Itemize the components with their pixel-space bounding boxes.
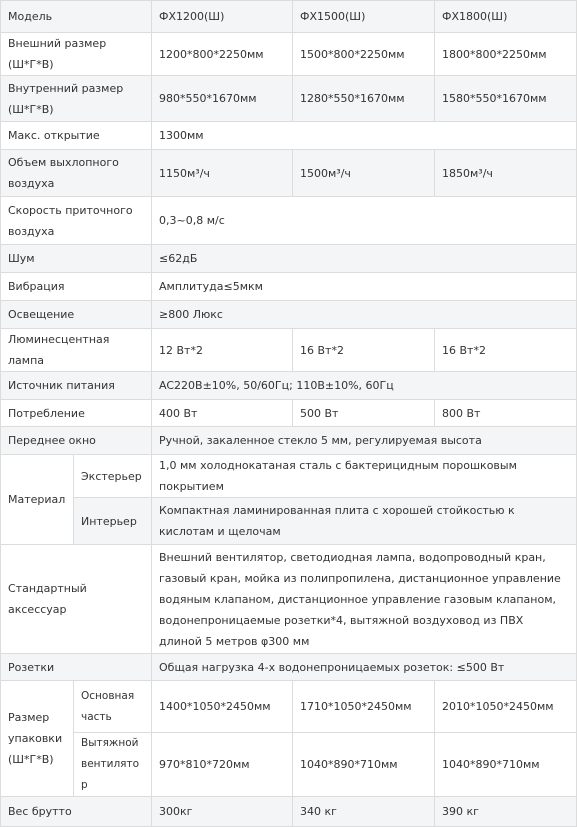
row-label-gross-weight: Вес брутто	[1, 797, 152, 827]
table-row	[1, 1, 577, 33]
row-label-outer-size: Внешний размер (Ш*Г*В)	[1, 33, 152, 76]
sockets-value: Общая нагрузка 4-х водонепроницаемых розеток: ≤500 Вт	[152, 654, 577, 681]
power-source-value: AC220В±10%, 50/60Гц; 110В±10%, 60Гц	[152, 372, 577, 400]
table-row	[1, 455, 577, 498]
outer-size-3: 1800*800*2250мм	[435, 33, 577, 76]
gross-weight-2: 340 кг	[293, 797, 435, 827]
row-label-inner-size: Внутренний размер (Ш*Г*В)	[1, 76, 152, 122]
consumption-3: 800 Вт	[435, 400, 577, 427]
gross-weight-1: 300кг	[152, 797, 293, 827]
table-row	[1, 122, 577, 150]
inflow-speed-value: 0,3~0,8 м/с	[152, 197, 577, 245]
material-interior-value: Компактная ламинированная плита с хорошей стойкостью к кислотам и щелочам	[152, 498, 577, 545]
table-row	[1, 273, 577, 301]
table-row	[1, 681, 577, 733]
table-row	[1, 33, 577, 76]
exhaust-volume-3: 1850м³/ч	[435, 150, 577, 197]
table-row	[1, 372, 577, 400]
front-window-value: Ручной, закаленное стекло 5 мм, регулируемая высота	[152, 427, 577, 455]
outer-size-2: 1500*800*2250мм	[293, 33, 435, 76]
material-exterior-value: 1,0 мм холоднокатаная сталь с бактерицидным порошковым покрытием	[152, 455, 577, 498]
inner-size-2: 1280*550*1670мм	[293, 76, 435, 122]
row-label-packing-size: Размер упаковки (Ш*Г*В)	[1, 681, 74, 797]
row-label-lighting: Освещение	[1, 301, 152, 329]
row-label-max-opening: Макс. открытие	[1, 122, 152, 150]
gross-weight-3: 390 кг	[435, 797, 577, 827]
table-row	[1, 301, 577, 329]
table-row	[1, 733, 577, 797]
row-label-inflow-speed: Скорость приточного воздуха	[1, 197, 152, 245]
noise-value: ≤62дБ	[152, 245, 577, 273]
row-label-exhaust-volume: Объем выхлопного воздуха	[1, 150, 152, 197]
outer-size-1: 1200*800*2250мм	[152, 33, 293, 76]
row-label-model: Модель	[1, 1, 152, 33]
row-label-material: Материал	[1, 455, 74, 545]
table-row	[1, 245, 577, 273]
table-row	[1, 545, 577, 654]
accessories-value: Внешний вентилятор, светодиодная лампа, водопроводный кран, газовый кран, мойка из полипропилена, дистанционное управление водяным клапаном, дистанционное управление газовым клапаном, водонепроницаемые розетки*4, вытяжной воздуховод из ПВХ длиной 5 метров φ300 мм	[152, 545, 577, 654]
row-label-front-window: Переднее окно	[1, 427, 152, 455]
table-row	[1, 400, 577, 427]
row-label-vibration: Вибрация	[1, 273, 152, 301]
table-row	[1, 76, 577, 122]
row-label-sockets: Розетки	[1, 654, 152, 681]
packing-fan-3: 1040*890*710мм	[435, 733, 577, 797]
table-row	[1, 797, 577, 827]
packing-fan-label: Вытяжной вентилятор	[74, 733, 152, 797]
vibration-value: Амплитуда≤5мкм	[152, 273, 577, 301]
model-2: ФХ1500(Ш)	[293, 1, 435, 33]
packing-fan-2: 1040*890*710мм	[293, 733, 435, 797]
model-1: ФХ1200(Ш)	[152, 1, 293, 33]
material-interior-label: Интерьер	[74, 498, 152, 545]
table-row	[1, 427, 577, 455]
material-exterior-label: Экстерьер	[74, 455, 152, 498]
row-label-noise: Шум	[1, 245, 152, 273]
max-opening-value: 1300мм	[152, 122, 577, 150]
row-label-lamp: Люминесцентная лампа	[1, 329, 152, 372]
table-row	[1, 654, 577, 681]
row-label-consumption: Потребление	[1, 400, 152, 427]
packing-main-label: Основная часть	[74, 681, 152, 733]
inner-size-1: 980*550*1670мм	[152, 76, 293, 122]
consumption-1: 400 Вт	[152, 400, 293, 427]
table-row	[1, 197, 577, 245]
inner-size-3: 1580*550*1670мм	[435, 76, 577, 122]
packing-fan-1: 970*810*720мм	[152, 733, 293, 797]
consumption-2: 500 Вт	[293, 400, 435, 427]
packing-main-2: 1710*1050*2450мм	[293, 681, 435, 733]
table-row	[1, 498, 577, 545]
packing-main-1: 1400*1050*2450мм	[152, 681, 293, 733]
table-row	[1, 150, 577, 197]
packing-main-3: 2010*1050*2450мм	[435, 681, 577, 733]
model-3: ФХ1800(Ш)	[435, 1, 577, 33]
lamp-3: 16 Вт*2	[435, 329, 577, 372]
lamp-2: 16 Вт*2	[293, 329, 435, 372]
table-row	[1, 329, 577, 372]
row-label-power-source: Источник питания	[1, 372, 152, 400]
exhaust-volume-1: 1150м³/ч	[152, 150, 293, 197]
lighting-value: ≥800 Люкс	[152, 301, 577, 329]
exhaust-volume-2: 1500м³/ч	[293, 150, 435, 197]
lamp-1: 12 Вт*2	[152, 329, 293, 372]
row-label-accessories: Стандартный аксессуар	[1, 545, 152, 654]
